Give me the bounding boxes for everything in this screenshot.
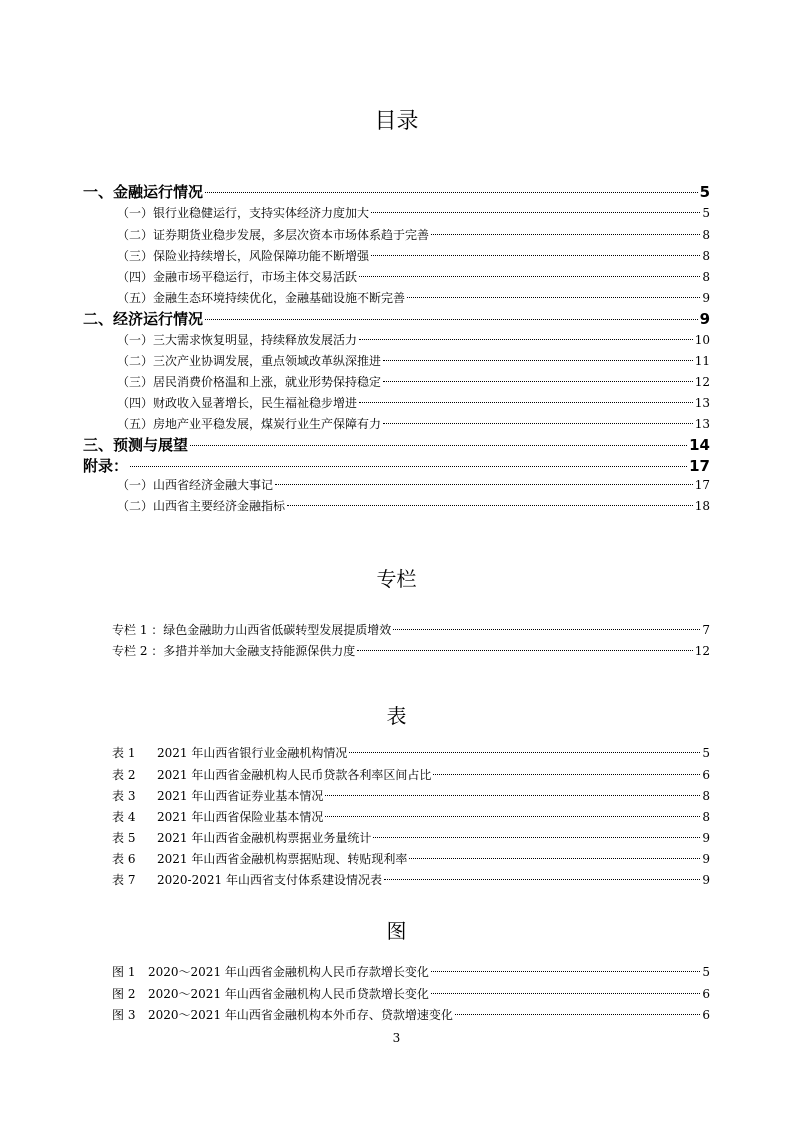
entry-number: 表 2 bbox=[112, 768, 136, 782]
entry-number: 图 1 bbox=[112, 965, 136, 979]
entry-title: （二）三次产业协调发展，重点领域改革纵深推进 bbox=[117, 354, 382, 368]
dot-leader bbox=[359, 401, 693, 403]
entry-title: 附录： bbox=[83, 457, 129, 475]
entry-page: 8 bbox=[702, 789, 710, 803]
entry-title: 2020～2021 年山西省金融机构人民币存款增长变化 bbox=[148, 965, 429, 979]
columns-title: 专栏 bbox=[376, 567, 417, 591]
dot-leader bbox=[357, 649, 692, 651]
entry-page: 6 bbox=[702, 987, 710, 1001]
entry-number: 表 7 bbox=[112, 873, 136, 887]
entry-page: 9 bbox=[702, 291, 710, 305]
entry-title: （二）证券期货业稳步发展，多层次资本市场体系趋于完善 bbox=[117, 228, 430, 242]
entry-page: 12 bbox=[694, 375, 710, 389]
dot-leader bbox=[359, 275, 700, 277]
entry-title: 一、金融运行情况 bbox=[83, 183, 204, 201]
entry-title: 2021 年山西省金融机构票据贴现、转贴现利率 bbox=[157, 852, 408, 866]
entry-page: 5 bbox=[702, 206, 710, 220]
dot-leader bbox=[384, 878, 700, 880]
toc-entry[interactable] bbox=[117, 497, 710, 514]
entry-page: 9 bbox=[702, 873, 710, 887]
dot-leader bbox=[383, 380, 693, 382]
dot-leader bbox=[409, 857, 700, 859]
tables-entry[interactable] bbox=[112, 850, 710, 867]
entry-page: 7 bbox=[702, 623, 710, 637]
tables-entry[interactable] bbox=[112, 808, 710, 825]
entry-title: （四）金融市场平稳运行，市场主体交易活跃 bbox=[117, 270, 358, 284]
entry-title: 二、经济运行情况 bbox=[83, 310, 204, 328]
entry-title: （二）山西省主要经济金融指标 bbox=[117, 499, 286, 513]
tables-entry[interactable] bbox=[112, 829, 710, 846]
tables-title: 表 bbox=[386, 704, 407, 728]
dot-leader bbox=[130, 465, 687, 467]
toc-entry[interactable] bbox=[117, 352, 710, 369]
entry-number: 表 4 bbox=[112, 810, 136, 824]
dot-leader bbox=[373, 836, 700, 838]
entry-title: 三、预测与展望 bbox=[83, 436, 189, 454]
page-number: 3 bbox=[392, 1031, 401, 1045]
entry-page: 6 bbox=[702, 768, 710, 782]
tables-entry[interactable] bbox=[112, 871, 710, 888]
entry-page: 5 bbox=[699, 183, 710, 201]
toc-entry[interactable] bbox=[117, 373, 710, 390]
entry-title: 专栏 1 ：绿色金融助力山西省低碳转型发展提质增效 bbox=[112, 623, 392, 637]
entry-page: 5 bbox=[702, 965, 710, 979]
entry-page: 9 bbox=[702, 852, 710, 866]
dot-leader bbox=[275, 483, 693, 485]
entry-page: 10 bbox=[694, 333, 710, 347]
dot-leader bbox=[393, 628, 700, 630]
toc-entry[interactable] bbox=[117, 394, 710, 411]
figures-title: 图 bbox=[386, 919, 407, 943]
dot-leader bbox=[205, 191, 698, 193]
entry-number: 表 6 bbox=[112, 852, 136, 866]
entry-page: 13 bbox=[694, 417, 710, 431]
entry-page: 11 bbox=[694, 354, 710, 368]
entry-title: 专栏 2 ：多措并举加大金融支持能源保供力度 bbox=[112, 644, 356, 658]
entry-page: 8 bbox=[702, 228, 710, 242]
tables-entry[interactable] bbox=[112, 766, 710, 783]
dot-leader bbox=[371, 211, 700, 213]
tables-entry[interactable] bbox=[112, 744, 710, 761]
dot-leader bbox=[433, 773, 700, 775]
toc-entry[interactable] bbox=[83, 455, 710, 476]
entry-title: 2021 年山西省银行业金融机构情况 bbox=[157, 746, 348, 760]
entry-page: 18 bbox=[694, 499, 710, 513]
entry-page: 5 bbox=[702, 746, 710, 760]
toc-entry[interactable] bbox=[117, 331, 710, 348]
entry-page: 12 bbox=[694, 644, 710, 658]
entry-page: 14 bbox=[689, 436, 710, 454]
dot-leader bbox=[287, 504, 693, 506]
dot-leader bbox=[205, 318, 698, 320]
entry-page: 9 bbox=[699, 310, 710, 328]
entry-title: （三）居民消费价格温和上涨，就业形势保持稳定 bbox=[117, 375, 382, 389]
entry-page: 13 bbox=[694, 396, 710, 410]
dot-leader bbox=[431, 233, 700, 235]
entry-title: 2020-2021 年山西省支付体系建设情况表 bbox=[157, 873, 382, 887]
entry-page: 8 bbox=[702, 810, 710, 824]
dot-leader bbox=[431, 992, 700, 994]
figures-entry[interactable] bbox=[112, 985, 710, 1002]
entry-title: （五）房地产业平稳发展，煤炭行业生产保障有力 bbox=[117, 417, 382, 431]
entry-number: 表 3 bbox=[112, 789, 136, 803]
tables-entry[interactable] bbox=[112, 787, 710, 804]
toc-entry[interactable] bbox=[117, 268, 710, 285]
toc-title: 目录 bbox=[374, 109, 419, 134]
dot-leader bbox=[349, 751, 700, 753]
entry-title: （一）银行业稳健运行，支持实体经济力度加大 bbox=[117, 206, 370, 220]
entry-number: 图 2 bbox=[112, 987, 136, 1001]
toc-entry[interactable] bbox=[83, 181, 710, 202]
dot-leader bbox=[407, 296, 700, 298]
figures-entry[interactable] bbox=[112, 1006, 710, 1023]
entry-title: 2021 年山西省保险业基本情况 bbox=[157, 810, 324, 824]
toc-entry[interactable] bbox=[117, 476, 710, 493]
entry-page: 17 bbox=[689, 457, 710, 475]
entry-title: 2021 年山西省证券业基本情况 bbox=[157, 789, 324, 803]
dot-leader bbox=[325, 815, 700, 817]
entry-title: 2020～2021 年山西省金融机构人民币贷款增长变化 bbox=[148, 987, 429, 1001]
entry-page: 9 bbox=[702, 831, 710, 845]
entry-title: （五）金融生态环境持续优化，金融基础设施不断完善 bbox=[117, 291, 406, 305]
entry-number: 表 5 bbox=[112, 831, 136, 845]
toc-entry[interactable] bbox=[83, 308, 710, 329]
dot-leader bbox=[190, 444, 687, 446]
entry-title: （一）三大需求恢复明显，持续释放发展活力 bbox=[117, 333, 358, 347]
entry-page: 8 bbox=[702, 270, 710, 284]
dot-leader bbox=[325, 794, 700, 796]
toc-entry[interactable] bbox=[117, 247, 710, 264]
dot-leader bbox=[455, 1013, 700, 1015]
dot-leader bbox=[359, 338, 693, 340]
entry-number: 表 1 bbox=[112, 746, 136, 760]
toc-entry[interactable] bbox=[117, 415, 710, 432]
entry-title: 2021 年山西省金融机构人民币贷款各利率区间占比 bbox=[157, 768, 432, 782]
entry-title: （四）财政收入显著增长，民生福祉稳步增进 bbox=[117, 396, 358, 410]
dot-leader bbox=[383, 422, 693, 424]
entry-page: 17 bbox=[694, 478, 710, 492]
columns-entry[interactable] bbox=[112, 642, 710, 659]
entry-title: （三）保险业持续增长，风险保障功能不断增强 bbox=[117, 249, 370, 263]
toc-entry[interactable] bbox=[117, 289, 710, 306]
columns-entry[interactable] bbox=[112, 621, 710, 638]
entry-title: 2020～2021 年山西省金融机构本外币存、贷款增速变化 bbox=[148, 1008, 453, 1022]
entry-title: （一）山西省经济金融大事记 bbox=[117, 478, 274, 492]
entry-title: 2021 年山西省金融机构票据业务量统计 bbox=[157, 831, 372, 845]
dot-leader bbox=[383, 359, 693, 361]
entry-page: 8 bbox=[702, 249, 710, 263]
entry-number: 图 3 bbox=[112, 1008, 136, 1022]
toc-entry[interactable] bbox=[83, 434, 710, 455]
toc-entry[interactable] bbox=[117, 204, 710, 221]
figures-entry[interactable] bbox=[112, 963, 710, 980]
toc-entry[interactable] bbox=[117, 226, 710, 243]
dot-leader bbox=[371, 254, 700, 256]
entry-page: 6 bbox=[702, 1008, 710, 1022]
dot-leader bbox=[431, 970, 700, 972]
